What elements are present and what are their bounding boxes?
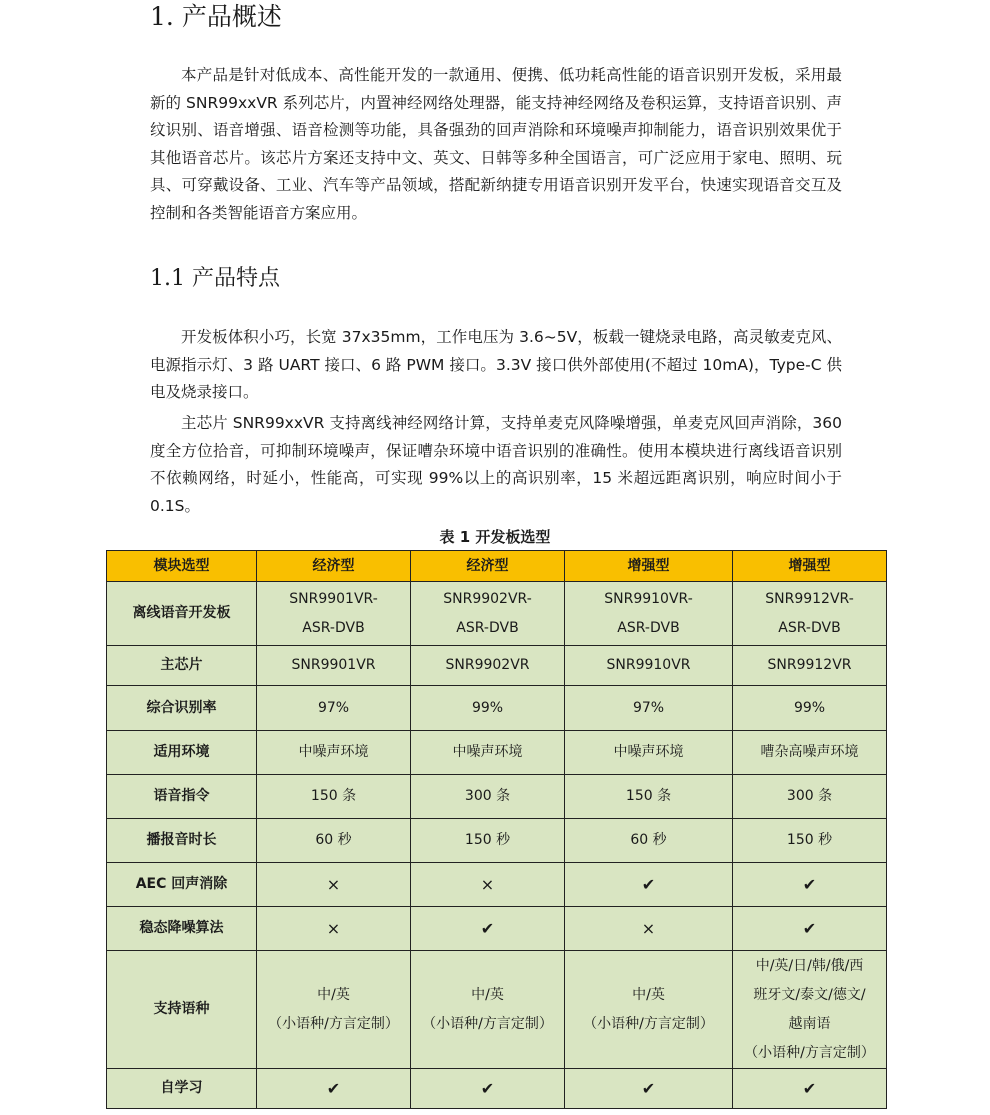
subsection-number: 1.1 xyxy=(150,266,185,291)
table-row xyxy=(107,646,887,686)
header-cell: 增强型 xyxy=(565,551,733,582)
row-label: 语音指令 xyxy=(107,775,257,819)
header-cell: 经济型 xyxy=(257,551,411,582)
header-cell: 增强型 xyxy=(733,551,887,582)
table-cell: SNR9912VR- ASR-DVB xyxy=(733,582,887,646)
row-label: AEC 回声消除 xyxy=(107,863,257,907)
table-cell: 60 秒 xyxy=(257,819,411,863)
row-label: 支持语种 xyxy=(107,951,257,1069)
table-row xyxy=(107,686,887,731)
mark-cell: ✔ xyxy=(565,863,733,907)
table-cell: SNR9910VR xyxy=(565,646,733,686)
table-cell: 97% xyxy=(565,686,733,731)
mark-cell: ✔ xyxy=(733,863,887,907)
table-cell: 中噪声环境 xyxy=(257,731,411,775)
table-row xyxy=(107,775,887,819)
board-selection-table xyxy=(106,550,887,1109)
mark-cell: × xyxy=(411,863,565,907)
table-row xyxy=(107,731,887,775)
table-cell: 99% xyxy=(733,686,887,731)
table-cell: SNR9910VR- ASR-DVB xyxy=(565,582,733,646)
table-cell: 中/英/日/韩/俄/西 班牙文/泰文/德文/ 越南语 （小语种/方言定制） xyxy=(733,951,887,1069)
table-cell: 150 条 xyxy=(257,775,411,819)
mark-cell: ✔ xyxy=(565,1069,733,1109)
mark-cell: ✔ xyxy=(411,1069,565,1109)
table-cell: 300 条 xyxy=(411,775,565,819)
mark-cell: ✔ xyxy=(733,1069,887,1109)
table-cell: SNR9901VR xyxy=(257,646,411,686)
header-cell: 经济型 xyxy=(411,551,565,582)
row-label: 离线语音开发板 xyxy=(107,582,257,646)
table-cell: 中/英 （小语种/方言定制） xyxy=(411,951,565,1069)
table-cell: 300 条 xyxy=(733,775,887,819)
mark-cell: × xyxy=(565,907,733,951)
table-cell: 97% xyxy=(257,686,411,731)
table-cell: 150 秒 xyxy=(411,819,565,863)
table-cell: 150 条 xyxy=(565,775,733,819)
table-cell: SNR9902VR- ASR-DVB xyxy=(411,582,565,646)
table-cell: 中噪声环境 xyxy=(411,731,565,775)
row-label: 自学习 xyxy=(107,1069,257,1109)
section-number: 1. xyxy=(150,2,174,31)
table-cell: 150 秒 xyxy=(733,819,887,863)
row-label: 播报音时长 xyxy=(107,819,257,863)
table-row xyxy=(107,819,887,863)
table-cell: SNR9901VR- ASR-DVB xyxy=(257,582,411,646)
header-cell: 模块选型 xyxy=(107,551,257,582)
table-cell: 中/英 （小语种/方言定制） xyxy=(257,951,411,1069)
intro-paragraph: 本产品是针对低成本、高性能开发的一款通用、便携、低功耗高性能的语音识别开发板，采用最新的 SNR99xxVR 系列芯片，内置神经网络处理器，能支持神经网络及卷积运算，支持语音识别、声纹识别、语音增强、语音检测等功能，具备强劲的回声消除和环境噪声抑制能力，语音识别效果优于其他语音芯片。该芯片方案还支持中文、英文、日韩等多种全国语言，可广泛应用于家电、照明、玩具、可穿戴设备、工业、汽车等产品领域，搭配新纳捷专用语音识别开发平台，快速实现语音交互及控制和各类智能语音方案应用。 xyxy=(150,66,842,222)
table-row xyxy=(107,951,887,1069)
table-cell: 60 秒 xyxy=(565,819,733,863)
mark-cell: × xyxy=(257,907,411,951)
mark-cell: ✔ xyxy=(257,1069,411,1109)
section-title: 产品概述 xyxy=(181,2,282,31)
mark-cell: × xyxy=(257,863,411,907)
subsection-heading xyxy=(150,264,280,294)
subsection-title: 产品特点 xyxy=(192,266,281,291)
table-row xyxy=(107,582,887,646)
table-cell: 嘈杂高噪声环境 xyxy=(733,731,887,775)
row-label: 适用环境 xyxy=(107,731,257,775)
table-cell: 99% xyxy=(411,686,565,731)
table-cell: 中/英 （小语种/方言定制） xyxy=(565,951,733,1069)
mark-cell: ✔ xyxy=(733,907,887,951)
mark-cell: ✔ xyxy=(411,907,565,951)
row-label: 稳态降噪算法 xyxy=(107,907,257,951)
table-cell: 中噪声环境 xyxy=(565,731,733,775)
section-heading xyxy=(150,0,282,34)
features-paragraph-1: 开发板体积小巧，长宽 37x35mm，工作电压为 3.6~5V，板载一键烧录电路，高灵敏麦克风、电源指示灯、3 路 UART 接口、6 路 PWM 接口。3.3V 接口供外部使用(不超过 10mA)，Type-C 供电及烧录接口。 xyxy=(150,328,842,402)
row-label: 综合识别率 xyxy=(107,686,257,731)
table-cell: SNR9912VR xyxy=(733,646,887,686)
table-row xyxy=(107,907,887,951)
row-label: 主芯片 xyxy=(107,646,257,686)
features-paragraph-2: 主芯片 SNR99xxVR 支持离线神经网络计算，支持单麦克风降噪增强，单麦克风回声消除，360 度全方位拾音，可抑制环境噪声，保证嘈杂环境中语音识别的准确性。使用本模块进行离线语音识别不依赖网络，时延小，性能高，可实现 99%以上的高识别率，15 米超远距离识别，响应时间小于 0.1S。 xyxy=(150,414,842,515)
table-cell: SNR9902VR xyxy=(411,646,565,686)
table-caption: 表 1 开发板选型 xyxy=(439,528,551,546)
table-row xyxy=(107,863,887,907)
table-header-row xyxy=(107,551,887,582)
table-row xyxy=(107,1069,887,1109)
